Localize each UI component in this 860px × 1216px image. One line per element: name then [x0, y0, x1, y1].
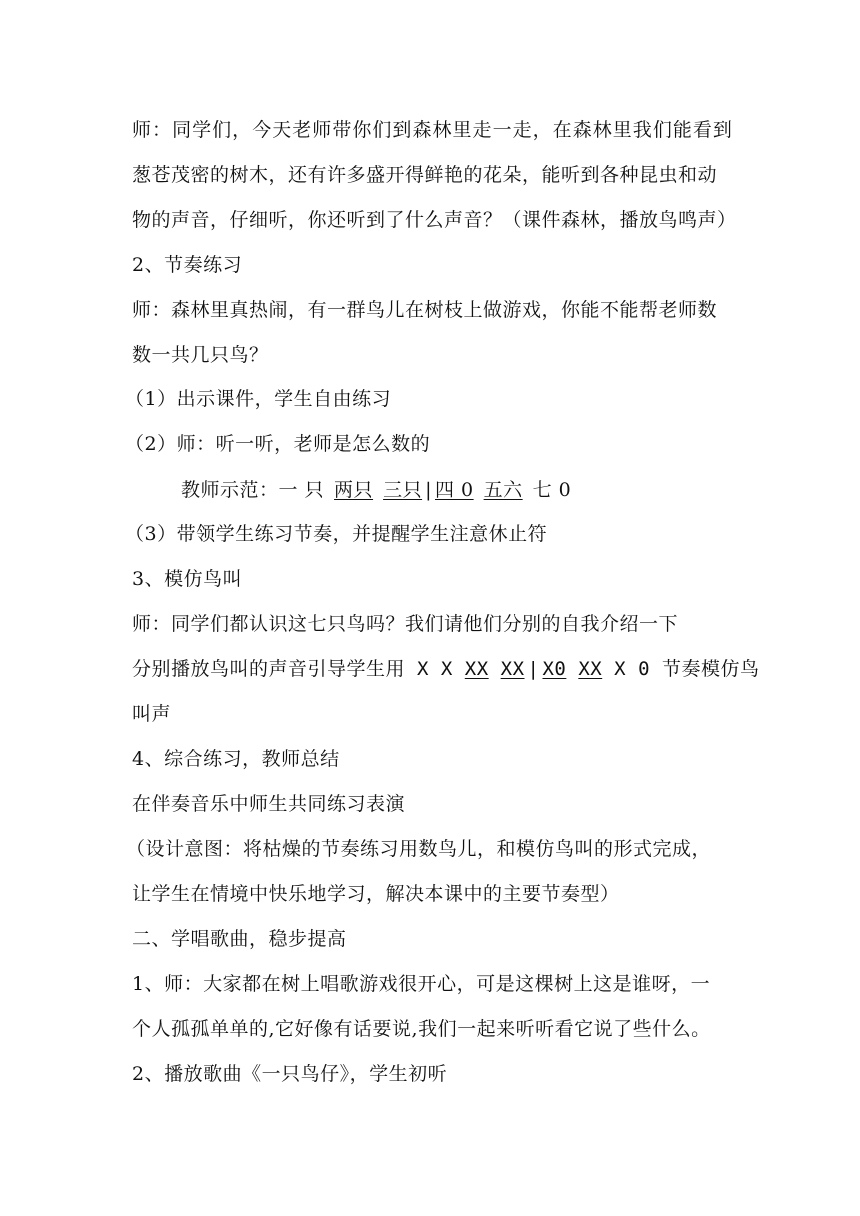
note-xx2: XX [500, 658, 525, 680]
note-x1: X [416, 658, 429, 680]
note-x2: X [440, 658, 453, 680]
note-xx3: XX [578, 658, 603, 680]
demo-three-birds: 三只 [383, 479, 423, 501]
paragraph-count-birds-line2: 数一共几只鸟？ [132, 344, 269, 366]
demo-two-birds: 两只 [334, 479, 374, 501]
paragraph-rhythm-notation-line1 [132, 657, 759, 681]
paragraph-play-song: 2、播放歌曲《一只鸟仔》，学生初听 [132, 1063, 448, 1085]
step-3: （3）带领学生练习节奏，并提醒学生注意休止符 [125, 523, 548, 545]
notation-prefix: 分别播放鸟叫的声音引导学生用 [132, 658, 406, 680]
heading-imitate-bird-calls: 3、模仿鸟叫 [132, 568, 243, 590]
design-intent-line1: （设计意图：将枯燥的节奏练习用数鸟儿，和模仿鸟叫的形式完成， [126, 838, 712, 860]
paragraph-lonely-bird-line1: 1、师：大家都在树上唱歌游戏很开心，可是这棵树上这是谁呀，一 [132, 973, 711, 995]
demo-four-rest: 四 0 [434, 479, 474, 501]
paragraph-rhythm-notation-line2: 叫声 [132, 703, 172, 725]
heading-summary: 4、综合练习，教师总结 [132, 748, 340, 770]
demo-seven-rest: 七 0 [532, 479, 572, 501]
design-intent-line2: 让学生在情境中快乐地学习，解决本课中的主要节奏型） [132, 883, 620, 905]
paragraph-lonely-bird-line2: 个人孤孤单单的,它好像有话要说,我们一起来听听看它说了些什么。 [132, 1018, 711, 1040]
paragraph-teacher-forest-line3: 物的声音，仔细听，你还听到了什么声音？（课件森林，播放鸟鸣声） [132, 209, 737, 231]
step-1: （1）出示课件，学生自由练习 [125, 388, 392, 410]
demo-prefix: 教师示范：一 只 [181, 479, 325, 501]
step-2: （2）师：听一听，老师是怎么数的 [125, 433, 431, 455]
paragraph-performance: 在伴奏音乐中师生共同练习表演 [132, 793, 406, 815]
note-x3: X [614, 658, 627, 680]
note-rest: 0 [638, 658, 651, 680]
paragraph-teacher-forest-line1: 师 ： 同 学 们 ， 今 天 老 师 带 你 们 到 森 林 里 走 一 走 ， 在 森 林 里 我 们 能 看 到 [132, 119, 732, 141]
heading-rhythm-practice: 2、节奏练习 [132, 254, 243, 276]
section-heading-learn-song: 二、学唱歌曲，稳步提高 [132, 928, 347, 950]
teacher-demo-rhythm [181, 478, 571, 502]
paragraph-teacher-forest-line2: 葱苍茂密的树木，还有许多盛开得鲜艳的花朵，能听到各种昆虫和动 [132, 164, 718, 186]
demo-five-six: 五六 [483, 479, 523, 501]
note-xx1: XX [464, 658, 489, 680]
notation-suffix: 节奏模仿鸟 [661, 658, 760, 680]
paragraph-seven-birds: 师：同学们都认识这七只鸟吗？我们请他们分别的自我介绍一下 [132, 613, 679, 635]
notation-bar-line: | [527, 658, 540, 680]
note-x0: X0 [542, 658, 567, 680]
paragraph-count-birds-line1: 师：森林里真热闹，有一群鸟儿在树枝上做游戏，你能不能帮老师数 [132, 299, 718, 321]
bar-line: | [425, 479, 432, 501]
